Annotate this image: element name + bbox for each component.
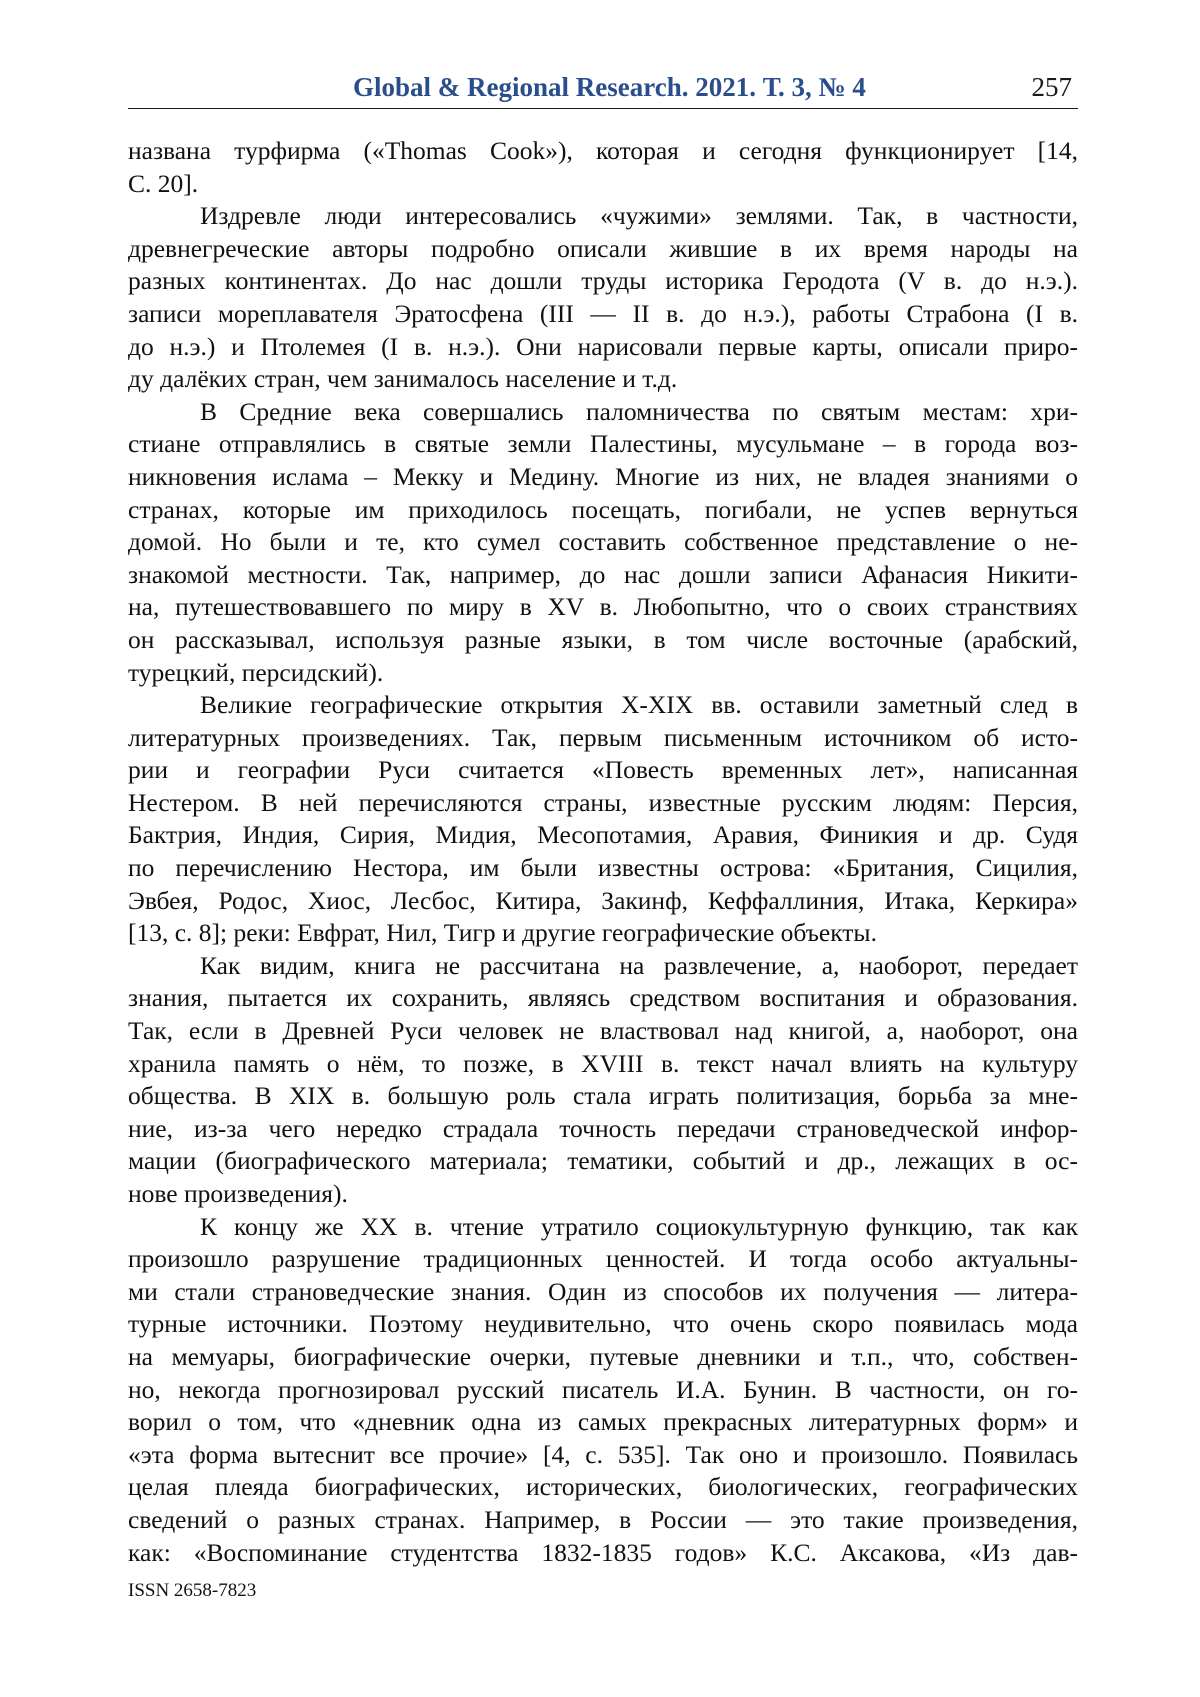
- text-line: разных континентах. До нас дошли труды историка Геродота (V в. до н.э.).: [128, 266, 1078, 296]
- text-line: «эта форма вытеснит все прочие» [4, с. 535]. Так оно и произошло. Появилась: [128, 1439, 1078, 1469]
- text-line: странах, которые им приходилось посещать, погибали, не успев вернуться: [128, 494, 1078, 524]
- text-line: турецкий, персидский).: [128, 657, 384, 687]
- text-line: произошло разрушение традиционных ценностей. И тогда особо актуальны-: [128, 1244, 1078, 1274]
- text-line: Как видим, книга не рассчитана на развлечение, а, наоборот, передает: [200, 950, 1078, 980]
- issn-footer: ISSN 2658-7823: [128, 1580, 257, 1601]
- text-line: домой. Но были и те, кто сумел составить собственное представление о не-: [128, 527, 1078, 557]
- text-line: по перечислению Нестора, им были известны острова: «Британия, Сицилия,: [128, 853, 1078, 883]
- text-line: ние, из-за чего нередко страдала точность передачи страноведческой инфор-: [128, 1113, 1078, 1143]
- text-line: хранила память о нём, то позже, в XVIII в. текст начал влиять на культуру: [128, 1048, 1078, 1078]
- text-line: Нестером. В ней перечисляются страны, известные русским людям: Персия,: [128, 787, 1078, 817]
- text-line: как: «Воспоминание студентства 1832-1835 годов» К.С. Аксакова, «Из дав-: [128, 1537, 1078, 1567]
- text-line: литературных произведениях. Так, первым письменным источником об исто-: [128, 722, 1078, 752]
- text-line: ми стали страноведческие знания. Один из способов их получения — литера-: [128, 1276, 1078, 1306]
- paragraph: [128, 200, 1078, 396]
- paragraph: [128, 135, 1078, 200]
- text-line: целая плеяда биографических, исторических, биологических, географических: [128, 1472, 1078, 1502]
- journal-title: Global & Regional Research. 2021. Т. 3, № 4: [353, 72, 866, 102]
- article-body: [128, 135, 1078, 1569]
- paragraph: [128, 1211, 1078, 1570]
- text-line: он рассказывал, используя разные языки, в том числе восточные (арабский,: [128, 624, 1078, 654]
- text-line: рии и географии Руси считается «Повесть временных лет», написанная: [128, 755, 1078, 785]
- text-line: Так, если в Древней Руси человек не властвовал над книгой, а, наоборот, она: [128, 1016, 1078, 1046]
- text-line: Эвбея, Родос, Хиос, Лесбос, Китира, Закинф, Кеффаллиния, Итака, Керкира»: [128, 885, 1078, 915]
- text-line: Бактрия, Индия, Сирия, Мидия, Месопотамия, Аравия, Финикия и др. Судя: [128, 820, 1078, 850]
- text-line: древнегреческие авторы подробно описали жившие в их время народы на: [128, 233, 1078, 263]
- text-line: никновения ислама – Мекку и Медину. Многие из них, не владея знаниями о: [128, 461, 1078, 491]
- text-line: названа турфирма («Thomas Cook»), которая и сегодня функционирует [14,: [128, 136, 1078, 165]
- text-line: знания, пытается их сохранить, являясь средством воспитания и образования.: [128, 983, 1078, 1013]
- text-line: общества. В XIX в. большую роль стала играть политизация, борьба за мне-: [128, 1081, 1078, 1111]
- page-number: 257: [1031, 72, 1072, 102]
- running-header: [128, 68, 1078, 109]
- text-line: стиане отправлялись в святые земли Палестины, мусульмане – в города воз-: [128, 429, 1078, 459]
- text-line: ду далёких стран, чем занималось население и т.д.: [128, 364, 678, 394]
- text-line: на мемуары, биографические очерки, путевые дневники и т.п., что, собствен-: [128, 1341, 1078, 1371]
- paragraph: [128, 950, 1078, 1211]
- paragraph: [128, 396, 1078, 689]
- text-line: на, путешествовавшего по миру в XV в. Любопытно, что о своих странствиях: [128, 592, 1078, 622]
- text-line: [13, с. 8]; реки: Евфрат, Нил, Тигр и другие географические объекты.: [128, 918, 877, 948]
- text-line: В Средние века совершались паломничества по святым местам: хри-: [200, 396, 1078, 426]
- text-line: ворил о том, что «дневник одна из самых прекрасных литературных форм» и: [128, 1407, 1078, 1437]
- text-line: Великие географические открытия X-XIX вв. оставили заметный след в: [200, 690, 1078, 720]
- paragraph: [128, 689, 1078, 950]
- text-line: Издревле люди интересовались «чужими» землями. Так, в частности,: [200, 201, 1078, 231]
- text-line: сведений о разных странах. Например, в России — это такие произведения,: [128, 1504, 1078, 1534]
- text-line: К концу же XX в. чтение утратило социокультурную функцию, так как: [200, 1211, 1078, 1241]
- text-line: мации (биографического материала; тематики, событий и др., лежащих в ос-: [128, 1146, 1078, 1176]
- text-line: С. 20].: [128, 168, 199, 198]
- text-line: но, некогда прогнозировал русский писатель И.А. Бунин. В частности, он го-: [128, 1374, 1078, 1404]
- text-line: записи мореплавателя Эратосфена (III — II в. до н.э.), работы Страбона (I в.: [128, 298, 1078, 328]
- text-line: знакомой местности. Так, например, до нас дошли записи Афанасия Никити-: [128, 559, 1078, 589]
- text-line: нове произведения).: [128, 1179, 348, 1208]
- text-line: турные источники. Поэтому неудивительно, что очень скоро появилась мода: [128, 1309, 1078, 1339]
- text-line: до н.э.) и Птолемея (I в. н.э.). Они нарисовали первые карты, описали приро-: [128, 331, 1078, 361]
